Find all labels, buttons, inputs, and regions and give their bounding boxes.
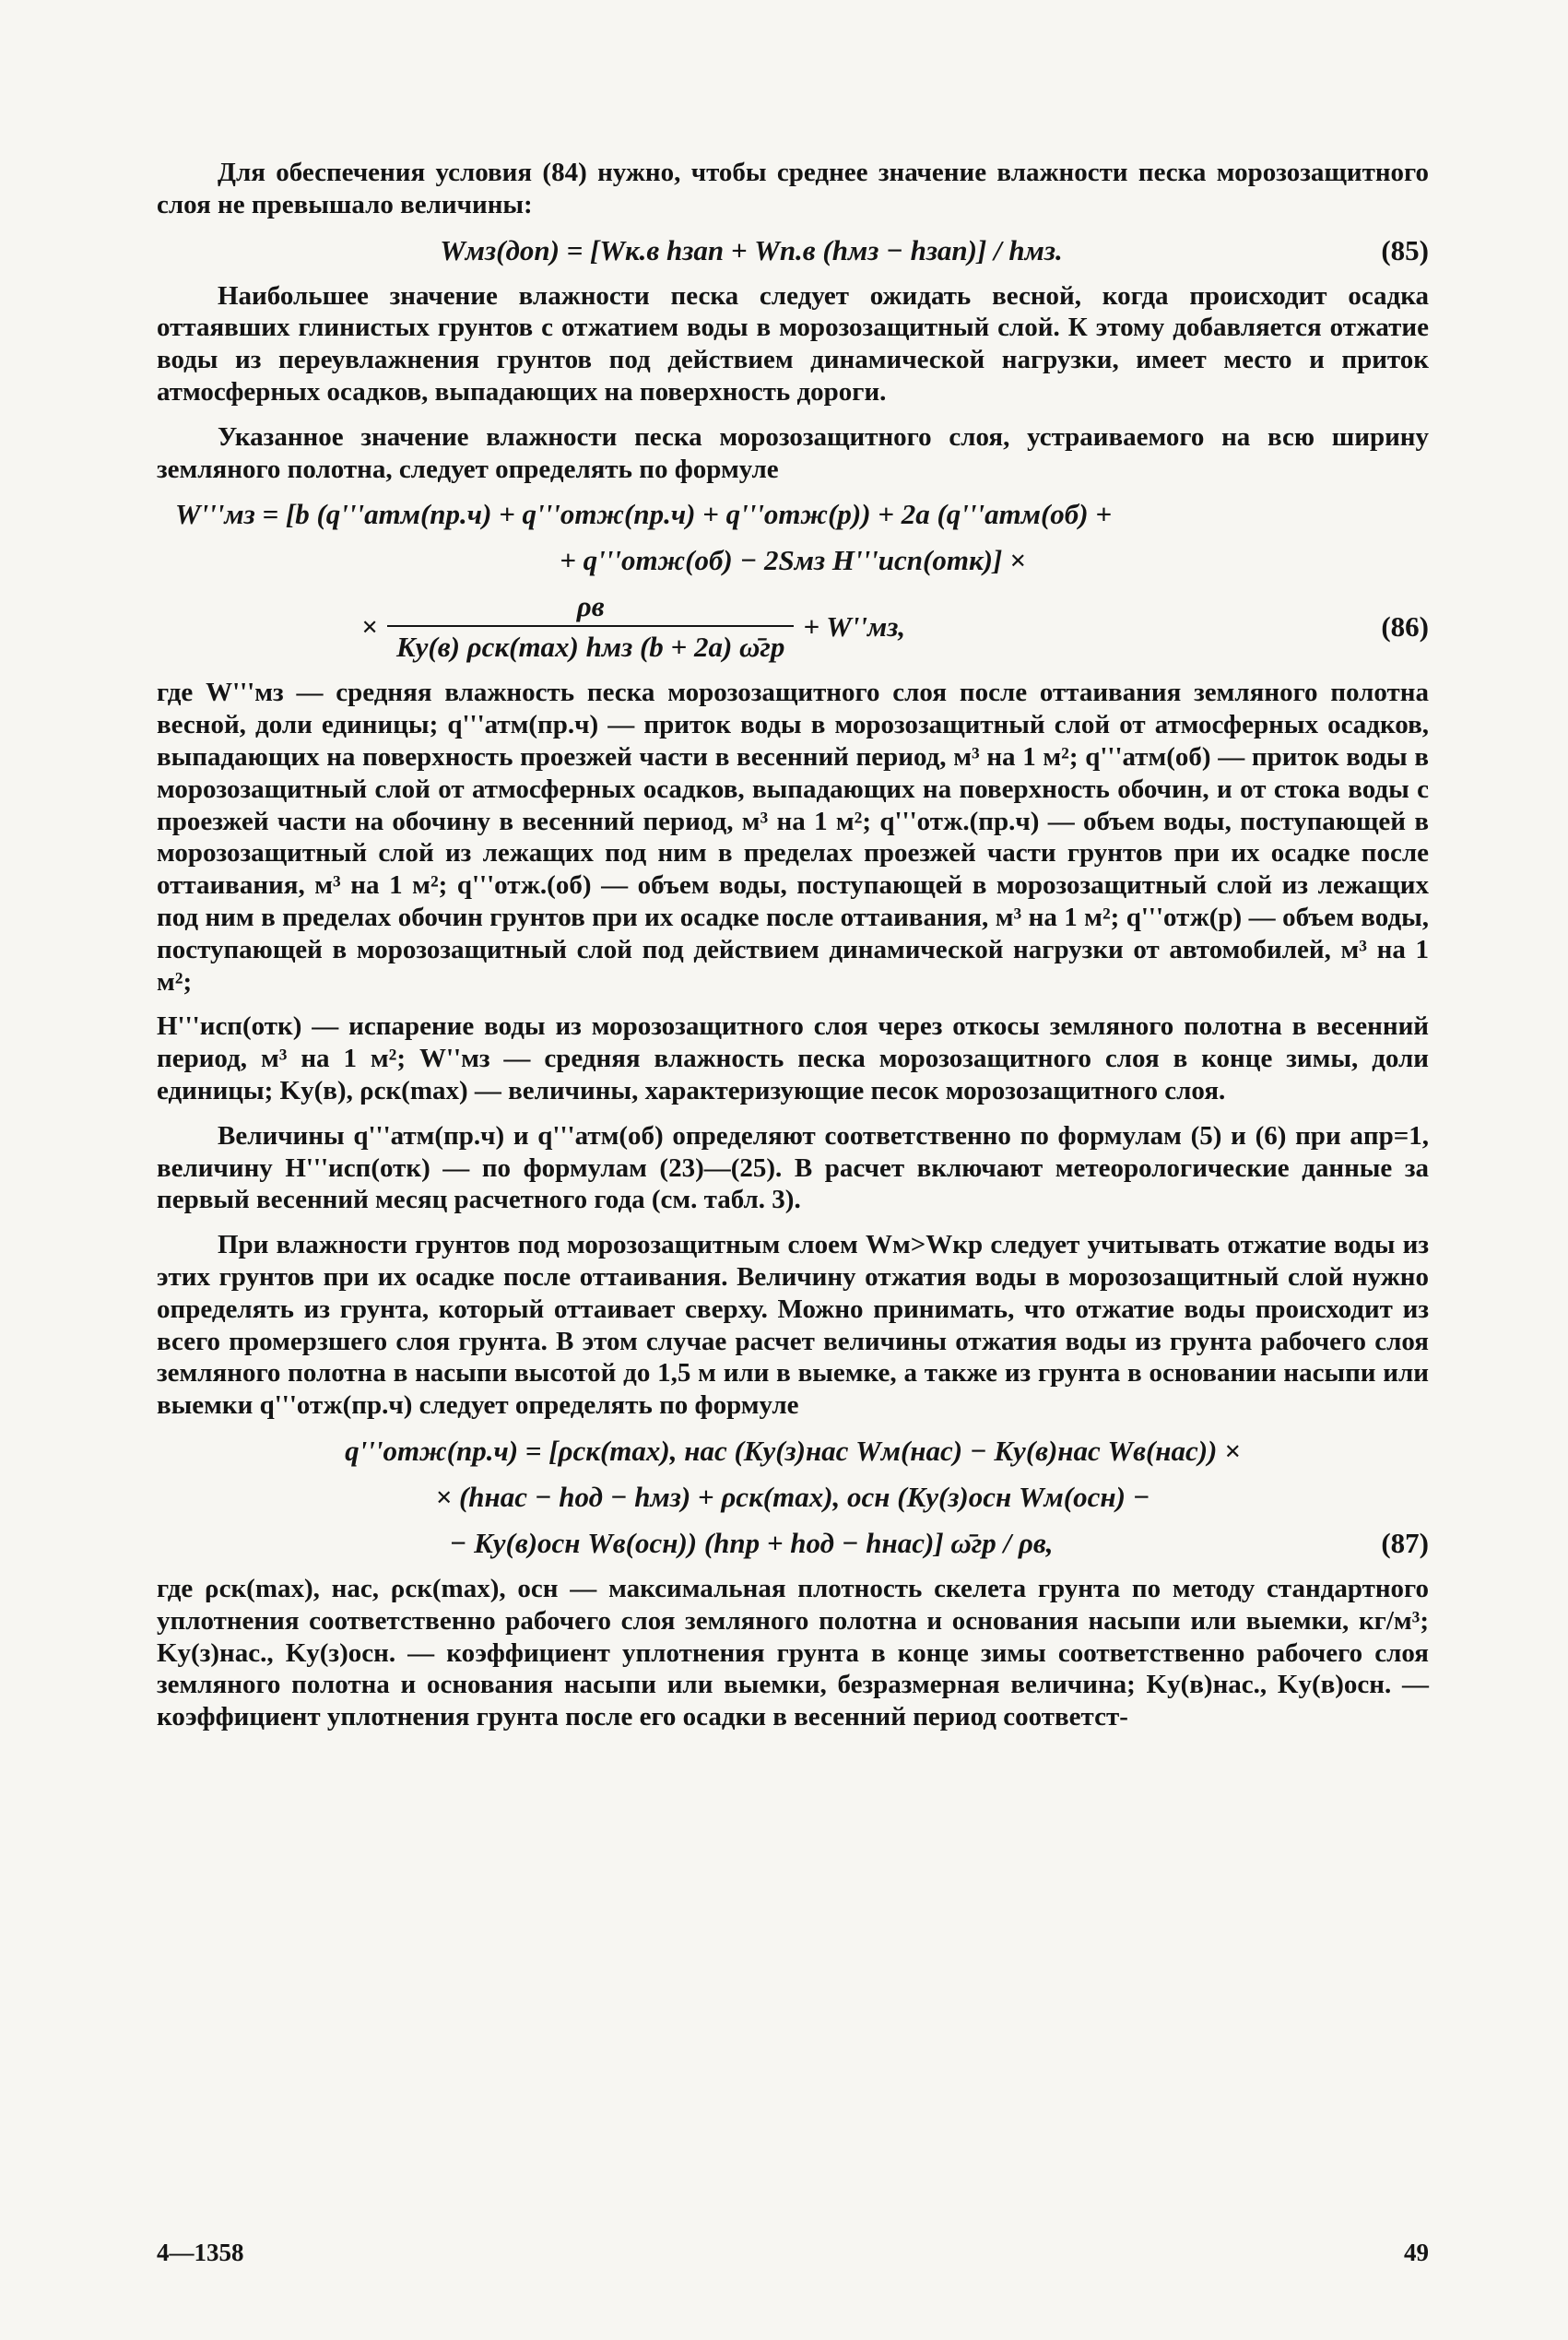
paragraph-squeeze-out: При влажности грунтов под морозозащитным слоем Wм>Wкр следует учитывать отжатие воды из этих грунтов при их осадке после оттаивания. Величину отжатия воды в морозозащитный слой нужно определять из грунта, который оттаивает сверху. Можно принимать, что отжатие воды происходит из всего промерзшего слоя грунта. В этом случае расчет величины отжатия воды из грунта рабочего слоя земляного полотна в насыпи высотой до 1,5 м или в выемке, а также из грунта в основании насыпи или выемки q'''отж(пр.ч) следует определять по формуле	[157, 1230, 1429, 1421]
formula-86-line-1-body: W'''мз = [b (q'''атм(пр.ч) + q'''отж(пр.ч) + q'''отж(р)) + 2a (q'''атм(об) +	[175, 498, 1112, 531]
formula-86-line-3	[157, 590, 1429, 664]
formula-85-body: Wмз(доп) = [Wк.в hзап + Wп.в (hмз − hзап)] / hмз.	[440, 233, 1063, 266]
formula-86-fraction	[387, 590, 794, 664]
formula-85-number: (85)	[1381, 233, 1429, 266]
formula-87-line-1	[157, 1435, 1429, 1468]
formula-87-line-3-body: − Kу(в)осн Wв(осн)) (hпр + hод − hнас)] ω̄гр / ρв,	[449, 1526, 1054, 1559]
paragraph-spring-moisture: Наибольшее значение влажности песка следует ожидать весной, когда происходит осадка оттаявших глинистых грунтов с отжатием воды в морозозащитный слой. К этому добавляется отжатие воды из переувлажнения грунтов под действием динамической нагрузки, имеет место и приток атмосферных осадков, выпадающих на поверхность дороги.	[157, 280, 1429, 407]
formula-87-line-3	[157, 1527, 1429, 1560]
page-footer	[157, 2239, 1429, 2267]
page-number: 49	[1404, 2239, 1429, 2266]
page-content	[157, 157, 1429, 1746]
formula-87-line-2	[157, 1481, 1429, 1514]
formula-86-numerator: ρв	[576, 590, 605, 623]
formula-86-times: ×	[361, 610, 378, 644]
paragraph-definitions-86: где W'''мз — средняя влажность песка морозозащитного слоя после оттаивания земляного полотна весной, доли единицы; q'''атм(пр.ч) — приток воды в морозозащитный слой от атмосферных осадков, выпадающих на поверхность проезжей части в весенний период, м³ на 1 м²; q'''атм(об) — приток воды в морозозащитный слой от атмосферных осадков, выпадающих на поверхность обочин, и от стока воды с проезжей части на обочину в весенний период, м³ на 1 м²; q'''отж.(пр.ч) — объем воды, поступающей в морозозащитный слой из лежащих под ним в пределах проезжей части грунтов при их осадке после оттаивания, м³ на 1 м²; q'''отж.(об) — объем воды, поступающей в морозозащитный слой из лежащих под ним в пределах обочин грунтов при их осадке после оттаивания, м³ на 1 м²; q'''отж(р) — объем воды, поступающей в морозозащитный слой под действием динамической нагрузки от автомобилей, м³ на 1 м²;	[157, 678, 1429, 997]
paragraph-formula-intro: Указанное значение влажности песка морозозащитного слоя, устраиваемого на всю ширину земляного полотна, следует определять по формуле	[157, 421, 1429, 484]
formula-86-line-2	[157, 544, 1429, 577]
paragraph-intro: Для обеспечения условия (84) нужно, чтобы среднее значение влажности песка морозозащитного слоя не превышало величины:	[157, 158, 1429, 219]
formula-85	[157, 234, 1429, 267]
formula-86-denominator: Kу(в) ρск(max) hмз (b + 2a) ω̄гр	[387, 625, 794, 664]
formula-86-number: (86)	[1381, 610, 1429, 644]
paragraph-definitions-86-cont: H'''исп(отк) — испарение воды из морозозащитного слоя через откосы земляного полотна в весенний период, м³ на 1 м²; W''мз — средняя влажность песка морозозащитного слоя в конце зимы, доли единицы; Kу(в), ρск(max) — величины, характеризующие песок морозозащитного слоя.	[157, 1011, 1429, 1105]
formula-87-line-2-body: × (hнас − hод − hмз) + ρск(max), осн (Kу(з)осн Wм(осн) −	[435, 1480, 1150, 1513]
paragraph-values-source: Величины q'''атм(пр.ч) и q'''атм(об) определяют соответственно по формулам (5) и (6) при aпр=1, величину H'''исп(отк) — по формулам (23)—(25). В расчет включают метеорологические данные за первый весенний месяц расчетного года (см. табл. 3).	[157, 1120, 1429, 1215]
formula-86-tail: + W''мз,	[803, 610, 906, 644]
formula-86-line-2-body: + q'''отж(об) − 2Sмз H'''исп(отк)] ×	[560, 544, 1026, 577]
paragraph-definitions-87: где ρск(max), нас, ρск(max), осн — максимальная плотность скелета грунта по методу стандартного уплотнения соответственно рабочего слоя земляного полотна и основания насыпи или выемки, кг/м³; Kу(з)нас., Kу(з)осн. — коэффициент уплотнения грунта в конце зимы соответственно рабочего слоя земляного полотна и основания насыпи или выемки, безразмерная величина; Kу(в)нас., Kу(в)осн. — коэффициент уплотнения грунта после его осадки в весенний период соответст-	[157, 1573, 1429, 1732]
formula-87-line-1-body: q'''отж(пр.ч) = [ρск(max), нас (Kу(з)нас Wм(нас) − Kу(в)нас Wв(нас)) ×	[345, 1434, 1241, 1467]
print-code: 4—1358	[157, 2239, 244, 2266]
formula-87-number: (87)	[1381, 1526, 1429, 1559]
formula-86-line-1	[157, 498, 1429, 531]
